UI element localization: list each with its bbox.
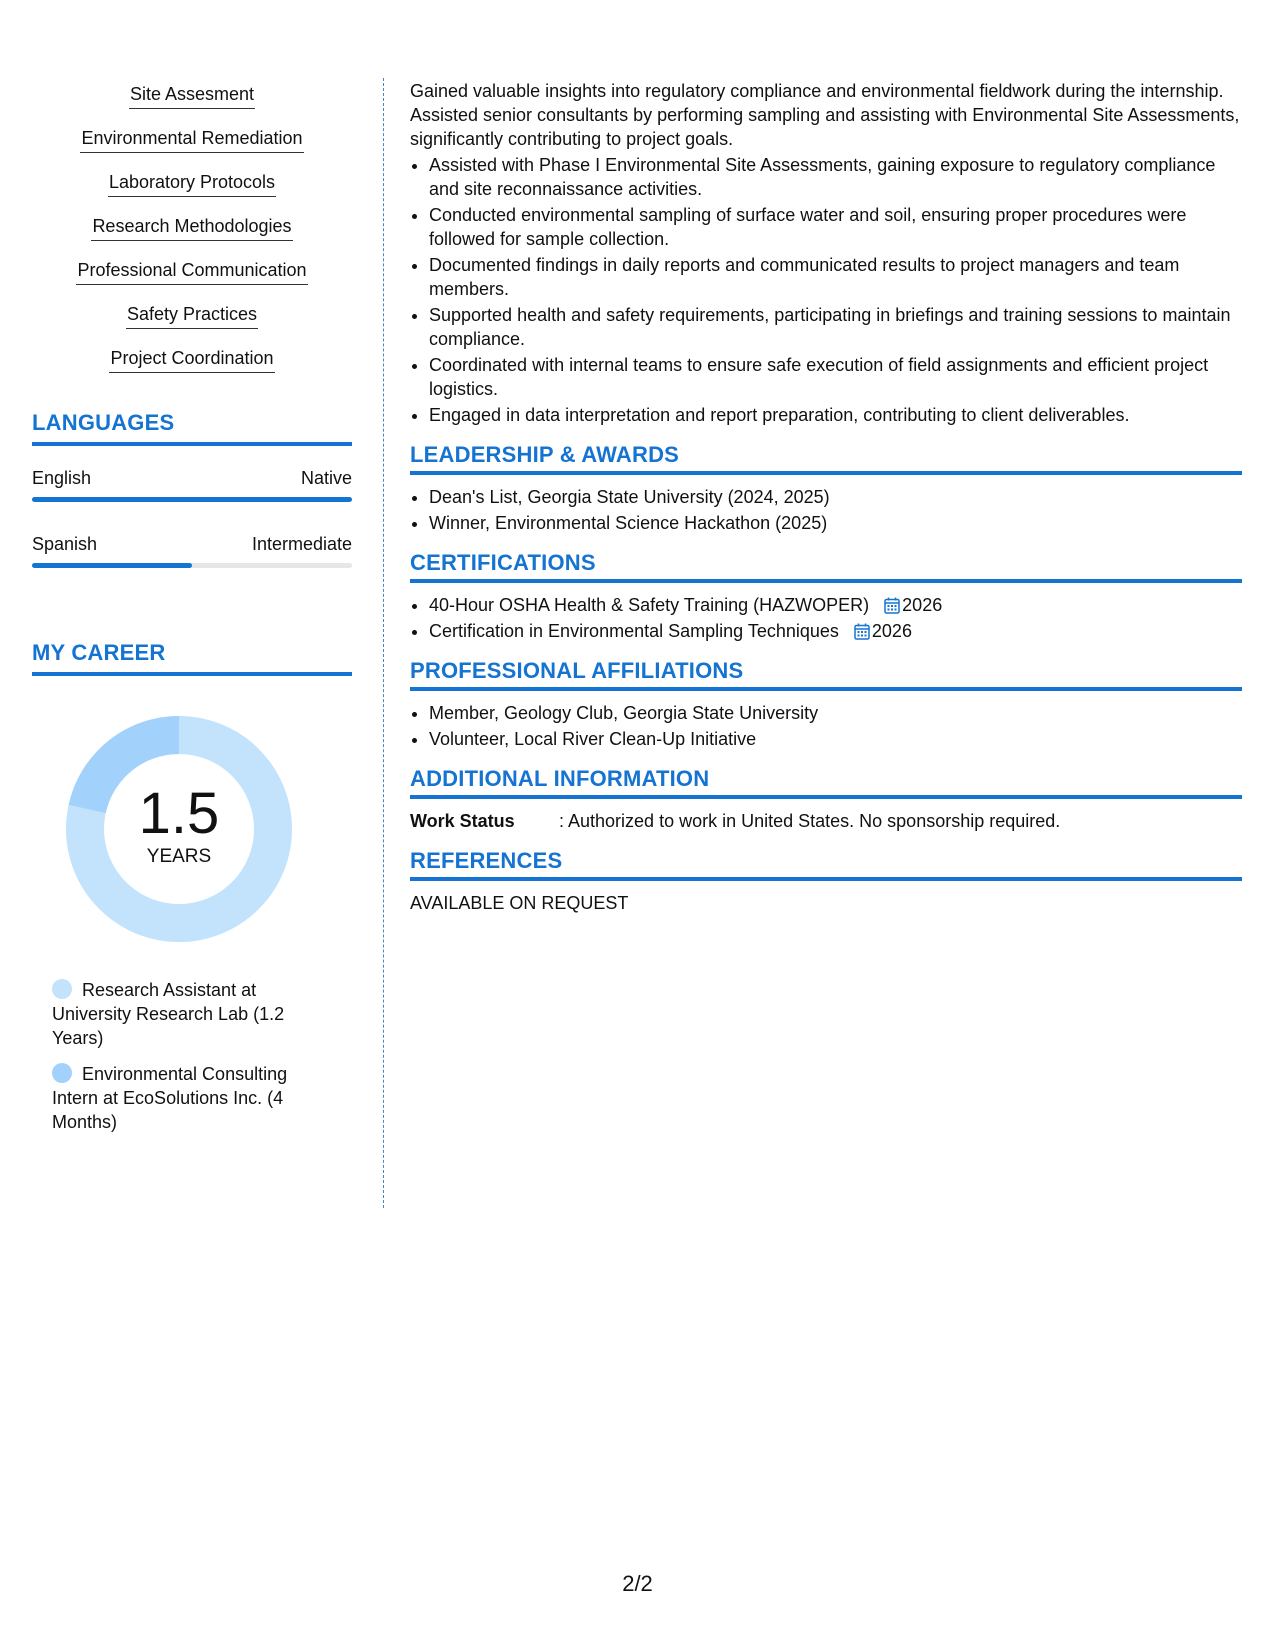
- leadership-section: [410, 443, 1242, 535]
- skill-label: Site Assesment: [129, 82, 255, 109]
- language-name: Spanish: [32, 534, 98, 554]
- language-item: [32, 532, 352, 568]
- language-name: English: [32, 468, 92, 488]
- skill-label: Environmental Remediation: [80, 126, 303, 153]
- affiliations-section: [410, 659, 1242, 751]
- leadership-item: • Dean's List, Georgia State University (2024, 2025): [429, 485, 1242, 509]
- experience-section: [410, 79, 1242, 427]
- languages-title: LANGUAGES: [32, 410, 352, 446]
- career-donut-chart: [64, 714, 294, 944]
- column-divider: [383, 78, 384, 1208]
- affiliation-item: • Member, Geology Club, Georgia State University: [429, 701, 1242, 725]
- left-column: [32, 82, 352, 1146]
- skill-label: Safety Practices: [126, 302, 258, 329]
- skill-item: [32, 258, 352, 285]
- leadership-item: • Winner, Environmental Science Hackathon (2025): [429, 511, 1242, 535]
- certification-year: 2026: [902, 595, 943, 615]
- certification-name: 40-Hour OSHA Health & Safety Training (HAZWOPER): [429, 595, 870, 615]
- skills-list: [32, 82, 352, 373]
- experience-bullets: [410, 153, 1242, 427]
- certification-name: Certification in Environmental Sampling Techniques: [429, 621, 839, 641]
- work-status-label: Work Status: [410, 811, 515, 831]
- skill-item: [32, 214, 352, 241]
- certifications-section: [410, 551, 1242, 643]
- career-legend-item: [52, 1062, 312, 1134]
- calendar-icon: [884, 597, 900, 614]
- references-text: AVAILABLE ON REQUEST: [410, 893, 629, 913]
- affiliations-title: PROFESSIONAL AFFILIATIONS: [410, 659, 1242, 691]
- language-proficiency-bar: [32, 563, 352, 568]
- calendar-icon: [854, 623, 870, 640]
- career-total-unit: YEARS: [146, 846, 212, 867]
- experience-intro: Gained valuable insights into regulatory compliance and environmental fieldwork during the internship. Assisted senior consultants by performing sampling and assisting with Environmental Site Assessments, significantly contributing to project goals.: [410, 81, 1240, 149]
- affiliations-list: [410, 701, 1242, 751]
- language-level: Intermediate: [251, 534, 352, 554]
- certifications-title: CERTIFICATIONS: [410, 551, 1242, 583]
- career-title: MY CAREER: [32, 640, 352, 676]
- additional-info-section: [410, 767, 1242, 833]
- career-total-years: 1.5: [138, 781, 220, 846]
- right-column: [410, 79, 1242, 915]
- certification-item: [429, 619, 1242, 643]
- additional-info-title: ADDITIONAL INFORMATION: [410, 767, 1242, 799]
- career-legend: [52, 978, 312, 1134]
- language-proficiency-fill: [32, 497, 352, 502]
- experience-bullet: • Conducted environmental sampling of surface water and soil, ensuring proper procedures were followed for sample collection.: [429, 203, 1242, 251]
- page-number: 2/2: [622, 1571, 653, 1596]
- legend-dot: [52, 1063, 72, 1083]
- skill-label: Research Methodologies: [91, 214, 292, 241]
- leadership-title: LEADERSHIP & AWARDS: [410, 443, 1242, 475]
- skill-item: [32, 302, 352, 329]
- affiliation-item: • Volunteer, Local River Clean-Up Initiative: [429, 727, 1242, 751]
- language-level: Native: [300, 468, 352, 488]
- legend-label: Environmental Consulting Intern at EcoSolutions Inc. (4 Months): [52, 1064, 288, 1132]
- skill-item: [32, 170, 352, 197]
- language-item: [32, 466, 352, 502]
- experience-bullet: • Documented findings in daily reports and communicated results to project managers and team members.: [429, 253, 1242, 301]
- leadership-list: [410, 485, 1242, 535]
- experience-bullet: • Supported health and safety requirements, participating in briefings and training sessions to maintain compliance.: [429, 303, 1242, 351]
- language-proficiency-fill: [32, 563, 192, 568]
- career-legend-item: [52, 978, 312, 1050]
- skill-label: Project Coordination: [109, 346, 274, 373]
- references-section: [410, 849, 1242, 915]
- skill-label: Professional Communication: [76, 258, 307, 285]
- legend-label: Research Assistant at University Research Lab (1.2 Years): [52, 980, 285, 1048]
- certification-year: 2026: [871, 621, 912, 641]
- skill-item: [32, 346, 352, 373]
- references-title: REFERENCES: [410, 849, 1242, 881]
- career-section: [32, 640, 352, 1134]
- language-proficiency-bar: [32, 497, 352, 502]
- work-status-row: [410, 809, 1242, 833]
- skill-item: [32, 126, 352, 153]
- legend-dot: [52, 979, 72, 999]
- languages-section: [32, 410, 352, 568]
- certifications-list: [410, 593, 1242, 643]
- certification-item: [429, 593, 1242, 617]
- skill-item: [32, 82, 352, 109]
- skill-label: Laboratory Protocols: [108, 170, 276, 197]
- work-status-value: : Authorized to work in United States. No sponsorship required.: [559, 811, 1061, 831]
- experience-bullet: • Coordinated with internal teams to ensure safe execution of field assignments and efficient project logistics.: [429, 353, 1242, 401]
- experience-bullet: • Engaged in data interpretation and report preparation, contributing to client deliverables.: [429, 403, 1242, 427]
- experience-bullet: • Assisted with Phase I Environmental Site Assessments, gaining exposure to regulatory compliance and site reconnaissance activities.: [429, 153, 1242, 201]
